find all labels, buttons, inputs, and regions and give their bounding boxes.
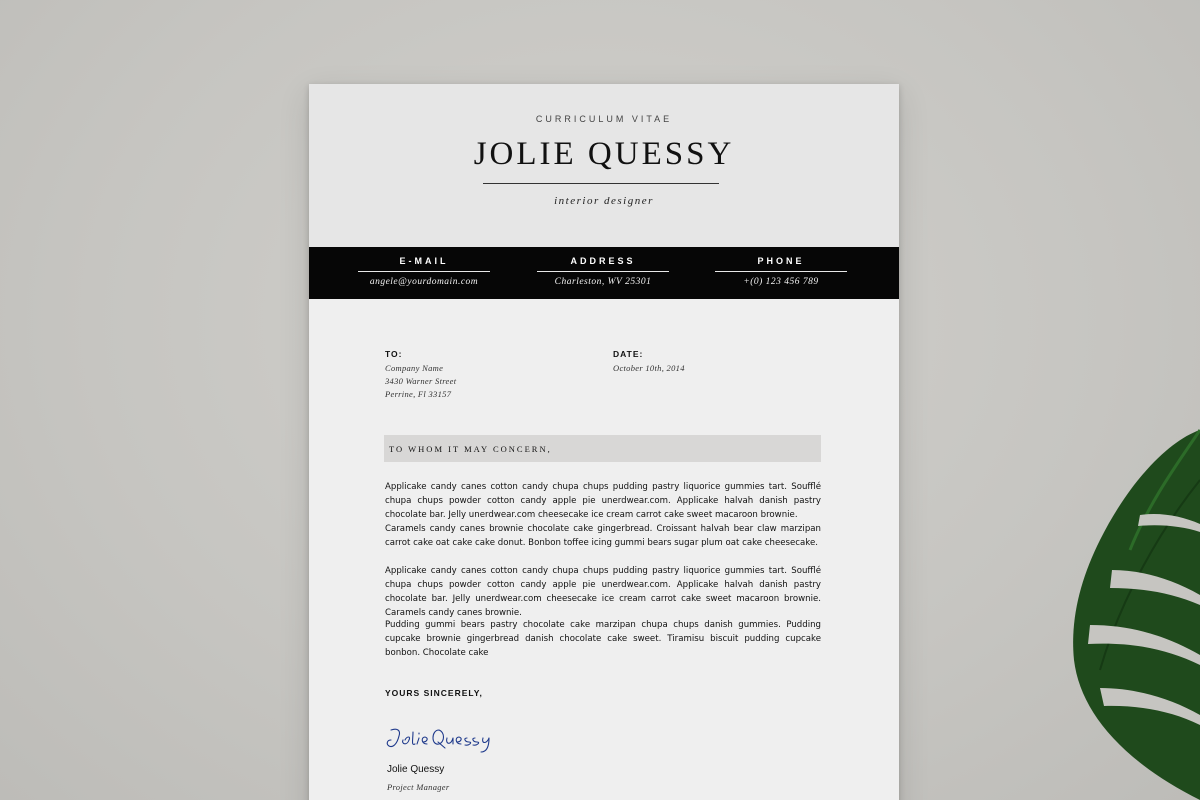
recipient-city: Perrine, Fl 33157 xyxy=(385,389,452,399)
date-value: October 10th, 2014 xyxy=(613,363,685,373)
contact-address-title: ADDRESS xyxy=(570,256,636,266)
contact-phone-title: PHONE xyxy=(757,256,805,266)
cover-letter-page xyxy=(309,84,899,800)
contact-divider xyxy=(358,271,490,272)
contact-phone-value: +(0) 123 456 789 xyxy=(743,277,819,287)
contact-email xyxy=(358,247,490,299)
handwritten-signature xyxy=(383,722,493,761)
letter-paragraph: Pudding gummi bears pastry chocolate cake marzipan chupa chups danish gummies. Pudding cupcake brownie gingerbread danish chocolate cake sweet. Tiramisu biscuit pudding cupcake bonbon. Chocolate cake xyxy=(385,620,821,658)
date-label: DATE: xyxy=(613,349,644,359)
applicant-role: interior designer xyxy=(554,195,654,207)
recipient-street: 3430 Warner Street xyxy=(385,376,457,386)
contact-email-title: E-MAIL xyxy=(399,256,449,266)
contact-address xyxy=(537,247,669,299)
document-type-label: CURRICULUM VITAE xyxy=(535,114,673,124)
recipient-label: TO: xyxy=(385,349,403,359)
letter-paragraph: Applicake candy canes cotton candy chupa chups pudding pastry liquorice gummies tart. Soufflé chupa chups powder cotton candy apple pie unerdwear.com. Applicake halvah danish pastry chocolate bar. Jelly unerdwear.com cheesecake ice cream carrot cake sweet macaroon brownie. Caramels candy canes brownie. xyxy=(385,566,821,618)
contact-email-value: angele@yourdomain.com xyxy=(369,277,479,287)
letter-header xyxy=(309,84,899,247)
letter-paragraph: Caramels candy canes brownie chocolate cake gingerbread. Croissant halvah bear claw marzipan carrot cake oat cake cake donut. Bonbon toffee icing gummi bears sugar plum oat cake cheesecake. xyxy=(385,524,821,548)
greeting-bar xyxy=(384,435,821,462)
contact-divider xyxy=(537,271,669,272)
salutation: TO WHOM IT MAY CONCERN, xyxy=(389,444,552,454)
name-divider xyxy=(483,183,719,184)
contact-address-value: Charleston, WV 25301 xyxy=(554,277,652,287)
contact-phone xyxy=(715,247,847,299)
letter-paragraph: Applicake candy canes cotton candy chupa chups pudding pastry liquorice gummies tart. Soufflé chupa chups powder cotton candy apple pie unerdwear.com. Applicake halvah danish pastry chocolate bar. Jelly unerdwear.com cheesecake ice cream carrot cake sweet macaroon brownie. xyxy=(385,482,821,520)
contact-divider xyxy=(715,271,847,272)
signer-name: Jolie Quessy xyxy=(387,764,445,775)
signer-title: Project Manager xyxy=(387,782,450,792)
closing-line: YOURS SINCERELY, xyxy=(385,688,483,698)
applicant-name: JOLIE QUESSY xyxy=(473,136,735,172)
contact-bar xyxy=(309,247,899,299)
signature-scribble xyxy=(383,722,493,756)
monstera-leaf-decoration xyxy=(1060,420,1200,800)
recipient-company: Company Name xyxy=(385,363,444,373)
